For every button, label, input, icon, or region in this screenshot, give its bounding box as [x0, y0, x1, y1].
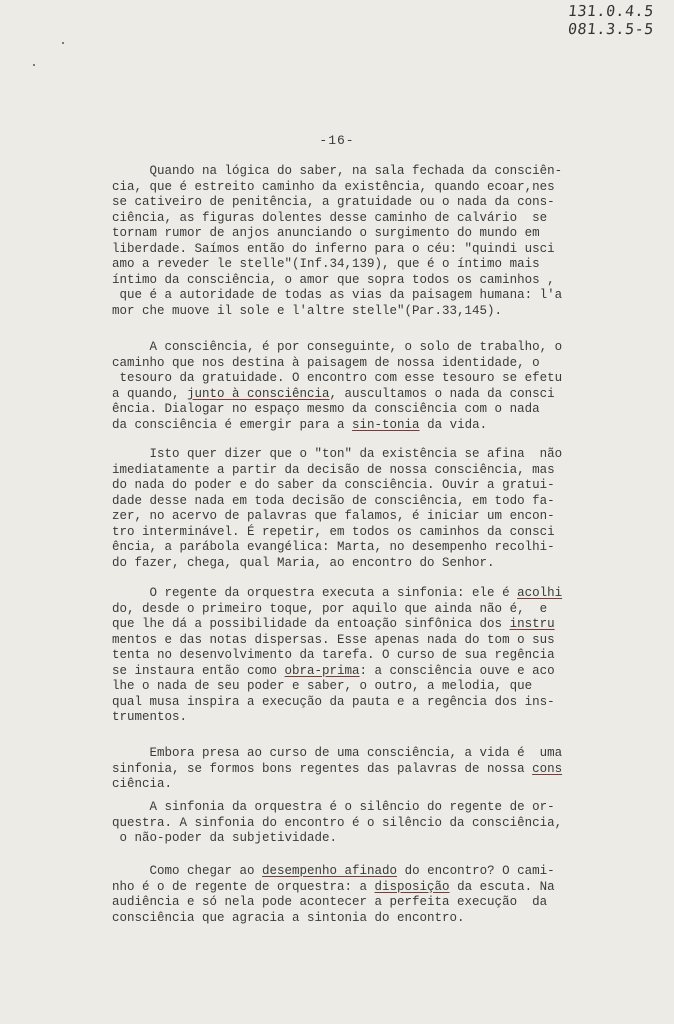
text-line: a quando, junto à consciência, auscultamos o nada da consci: [112, 386, 555, 401]
text-line: lhe o nada de seu poder e saber, o outro, a melodia, que: [112, 679, 533, 693]
text-line: mor che muove il sole e l'altre stelle"(Par.33,145).: [112, 303, 503, 318]
text-line: Quando na lógica do saber, na sala fechada da consciên-: [112, 164, 563, 178]
text-line: Isto quer dizer que o "ton" da existência se afina não: [112, 447, 563, 461]
text-line: dade desse nada em toda decisão de consciência, em todo fa-: [112, 493, 555, 508]
text-line: amo a reveder le stelle"(Inf.34,139), que é o íntimo mais: [112, 257, 540, 271]
page-number: -16-: [319, 133, 355, 148]
paragraph: [112, 340, 592, 433]
text-line: tornam rumor de anjos anunciando o surgimento do mundo em: [112, 226, 540, 240]
text-line: caminho que nos destina à paisagem de nossa identidade, o: [112, 355, 540, 370]
text-line: o não-poder da subjetividade.: [112, 831, 338, 845]
text-line: A sinfonia da orquestra é o silêncio do regente de or-: [112, 800, 555, 814]
text-line: se cativeiro de penitência, a gratuidade ou o nada da cons-: [112, 195, 555, 209]
text-line: do, desde o primeiro toque, por aquilo que ainda não é, e: [112, 601, 548, 616]
text-line: do nada do poder e do saber da consciência. Ouvir a gratui-: [112, 478, 555, 492]
text-line: audiência e só nela pode acontecer a perfeita execução da: [112, 895, 548, 909]
text-line: consciência que agracia a sintonia do encontro.: [112, 910, 465, 925]
paragraph: [112, 800, 592, 847]
text-line: cia, que é estreito caminho da existência, quando ecoar,nes: [112, 179, 555, 194]
paragraph: [112, 746, 592, 793]
paragraph: [112, 586, 592, 726]
text-line: zer, no acervo de palavras que falamos, é iniciar um encon-: [112, 509, 555, 523]
text-line: se instaura então como obra-prima: a consciência ouve e aco: [112, 663, 555, 678]
archive-code: 081.3.5-5: [567, 20, 655, 38]
text-line: questra. A sinfonia do encontro é o silêncio da consciência,: [112, 815, 563, 830]
text-line: ência. Dialogar no espaço mesmo da consciência com o nada: [112, 402, 540, 416]
text-line: imediatamente a partir da decisão de nossa consciência, mas: [112, 462, 555, 477]
text-line: tro interminável. É repetir, em todos os caminhos da consci: [112, 524, 555, 539]
text-line: nho é o de regente de orquestra: a disposição da escuta. Na: [112, 879, 555, 894]
text-line: qual musa inspira a execução da pauta e a regência dos ins-: [112, 694, 555, 709]
text-line: trumentos.: [112, 710, 188, 724]
text-line: mentos e das notas dispersas. Esse apenas nada do tom o sus: [112, 632, 555, 647]
text-line: do fazer, chega, qual Maria, ao encontro do Senhor.: [112, 555, 495, 570]
paragraph: [112, 447, 592, 571]
text-line: tesouro da gratuidade. O encontro com esse tesouro se efetu: [112, 371, 563, 385]
text-line: que lhe dá a possibilidade da entoação sinfônica dos instru: [112, 617, 555, 631]
text-line: ciência, as figuras dolentes desse caminho de calvário se: [112, 210, 548, 225]
text-line: ência, a parábola evangélica: Marta, no desempenho recolhi-: [112, 540, 555, 554]
paragraph: [112, 164, 592, 319]
ink-speck: [33, 64, 35, 66]
text-line: Como chegar ao desempenho afinado do encontro? O cami-: [112, 864, 555, 878]
text-line: da consciência é emergir para a sin-tonia da vida.: [112, 417, 488, 432]
text-line: A consciência, é por conseguinte, o solo de trabalho, o: [112, 340, 563, 354]
text-line: sinfonia, se formos bons regentes das palavras de nossa cons: [112, 761, 563, 776]
text-line: que é a autoridade de todas as vias da paisagem humana: l'a: [112, 288, 563, 302]
archive-code: 131.0.4.5: [567, 2, 655, 20]
text-line: ciência.: [112, 777, 173, 791]
text-line: tenta no desenvolvimento da tarefa. O curso de sua regência: [112, 648, 555, 662]
text-line: íntimo da consciência, o amor que sopra todos os caminhos ,: [112, 272, 555, 287]
ink-speck: [62, 42, 64, 44]
paragraph: [112, 864, 592, 926]
text-line: O regente da orquestra executa a sinfonia: ele é acolhi: [112, 586, 563, 600]
text-line: Embora presa ao curso de uma consciência, a vida é uma: [112, 746, 563, 760]
text-line: liberdade. Saímos então do inferno para o céu: "quindi usci: [112, 241, 555, 256]
